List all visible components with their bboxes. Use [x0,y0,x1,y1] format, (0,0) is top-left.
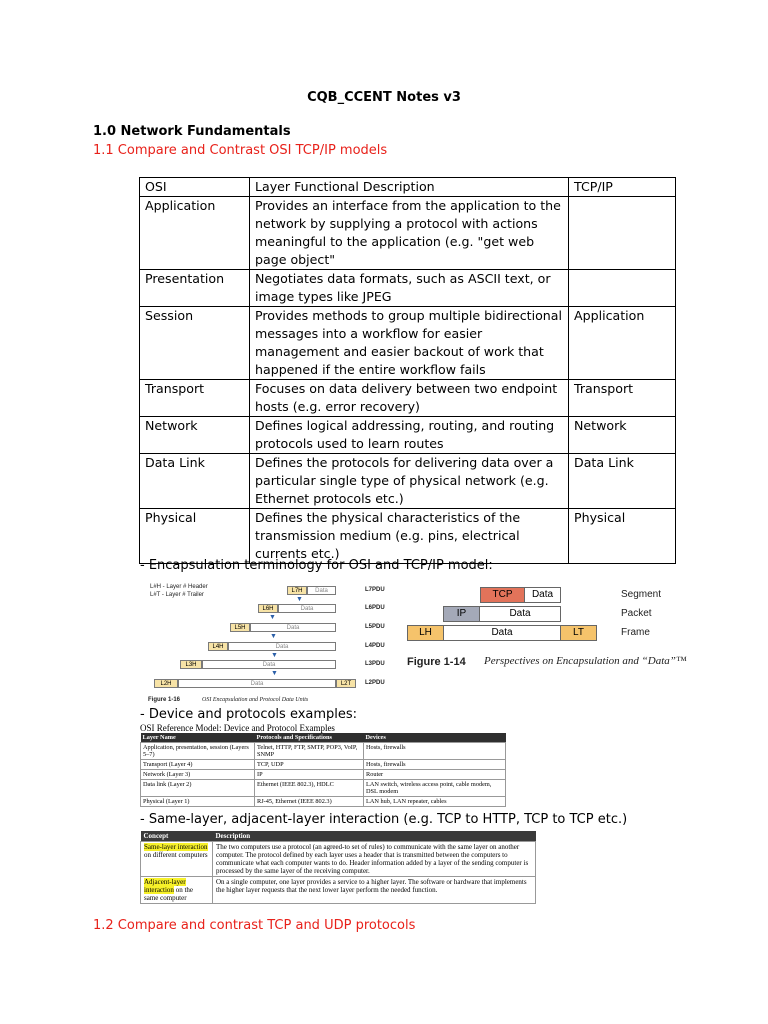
l5-data: Data [250,623,336,632]
tcpip-layer: Network [569,417,676,454]
concept-name [141,842,213,877]
highlighted-term: Adjacent-layer interaction [144,878,186,894]
protocols: RJ-45, Ethernet (IEEE 802.3) [255,797,364,807]
table-row [141,797,506,807]
osi-layer: Session [140,307,250,380]
l2-trailer: L2T [336,679,356,688]
concept-description: On a single computer, one layer provides a service to a higher layer. The software or hardware that implements the higher layer requests that the next lower layer perform the needed function. [213,877,536,904]
devices: Router [364,770,506,780]
header-protocols: Protocols and Specifications [255,733,364,743]
layer-description: Defines the protocols for delivering data over a particular single type of physical network (e.g. Ethernet protocols etc.) [250,454,569,509]
note-layer-interaction: - Same-layer, adjacent-layer interaction (e.g. TCP to HTTP, TCP to TCP etc.) [140,812,628,827]
tcpip-layer: Data Link [569,454,676,509]
l4pdu-label: L4PDU [365,643,385,649]
subsection-heading-1-2: 1.2 Compare and contrast TCP and UDP protocols [93,918,416,933]
layer-description: Provides an interface from the application to the network by supplying a protocol with actions meaningful to the application (e.g. "get web page object" [250,197,569,270]
l7-data: Data [307,586,336,595]
concept-description: The two computers use a protocol (an agreed-to set of rules) to communicate with the same layer on another computer. The protocol defined by each layer uses a header that is transmitted between the computers to communicate what each computer wants to do. Header information added by a layer of the sending computer is processed by the same layer of the receiving computer. [213,842,536,877]
layer-name: Network (Layer 3) [141,770,255,780]
device-protocol-table [140,733,506,807]
l7pdu-label: L7PDU [365,587,385,593]
table-row [141,842,536,877]
figure-number: Figure 1-14 [407,656,466,668]
segment-label: Segment [621,589,662,600]
table-row [140,417,676,454]
arrow-down-icon: ▼ [271,652,278,659]
table-row [140,509,676,564]
legend-header: L#H - Layer # Header [150,584,208,590]
devices: LAN hub, LAN repeater, cables [364,797,506,807]
layer-description: Defines the physical characteristics of the transmission medium (e.g. pins, electrical currents etc.) [250,509,569,564]
device-table-title: OSI Reference Model: Device and Protocol Examples [140,723,335,733]
l2-data: Data [178,679,336,688]
layer-name: Physical (Layer 1) [141,797,255,807]
arrow-down-icon: ▼ [269,614,276,621]
layer-name: Data link (Layer 2) [141,780,255,797]
header-osi: OSI [140,178,250,197]
packet-data: Data [479,606,561,622]
table-row [140,270,676,307]
header-devices: Devices [364,733,506,743]
tcpip-layer [569,197,676,270]
l2-header: L2H [154,679,178,688]
legend-trailer: L#T - Layer # Trailer [150,592,204,598]
tcpip-layer: Application [569,307,676,380]
l4-header: L4H [208,642,228,651]
frame-header: LH [407,625,444,641]
frame-data: Data [443,625,561,641]
layer-name: Transport (Layer 4) [141,760,255,770]
layer-description: Focuses on data delivery between two endpoint hosts (e.g. error recovery) [250,380,569,417]
tcpip-layer [569,270,676,307]
l6-header: L6H [258,604,278,613]
l2pdu-label: L2PDU [365,680,385,686]
figure-number: Figure 1-16 [148,697,181,703]
note-devices: - Device and protocols examples: [140,707,358,722]
frame-label: Frame [621,627,650,638]
concept-name [141,877,213,904]
table-row [140,307,676,380]
figure-osi-encapsulation [140,580,395,708]
devices: LAN switch, wireless access point, cable modem, DSL modem [364,780,506,797]
ip-header: IP [443,606,480,622]
layer-description: Negotiates data formats, such as ASCII text, or image types like JPEG [250,270,569,307]
l5-header: L5H [230,623,250,632]
tcp-header: TCP [480,587,525,603]
table-row [141,760,506,770]
concept-table [140,831,536,904]
osi-layer: Transport [140,380,250,417]
l5pdu-label: L5PDU [365,624,385,630]
arrow-down-icon: ▼ [296,596,303,603]
figure-tcpip-encapsulation [400,580,710,675]
table-header-row [141,733,506,743]
table-row [140,454,676,509]
figure-caption: Perspectives on Encapsulation and “Data”™ [484,655,687,667]
subsection-heading-1-1: 1.1 Compare and Contrast OSI TCP/IP models [93,143,388,158]
header-tcpip: TCP/IP [569,178,676,197]
l6pdu-label: L6PDU [365,605,385,611]
table-row [141,780,506,797]
osi-layer: Data Link [140,454,250,509]
protocols: TCP, UDP [255,760,364,770]
l3pdu-label: L3PDU [365,661,385,667]
protocols: IP [255,770,364,780]
arrow-down-icon: ▼ [271,670,278,677]
arrow-down-icon: ▼ [270,633,277,640]
table-row [141,743,506,760]
tcpip-layer: Transport [569,380,676,417]
table-row [140,197,676,270]
layer-description: Defines logical addressing, routing, and routing protocols used to learn routes [250,417,569,454]
protocols: Telnet, HTTP, FTP, SMTP, POP3, VoIP, SNMP [255,743,364,760]
concept-qualifier: on different computers [144,851,208,859]
figure-caption: OSI Encapsulation and Protocol Data Units [202,697,309,703]
osi-layer: Application [140,197,250,270]
osi-layer: Network [140,417,250,454]
layer-name: Application, presentation, session (Layers 5–7) [141,743,255,760]
packet-label: Packet [621,608,652,619]
frame-trailer: LT [560,625,597,641]
l4-data: Data [228,642,336,651]
table-header-row [141,831,536,842]
section-heading: 1.0 Network Fundamentals [93,124,291,139]
l3-header: L3H [180,660,202,669]
highlighted-term: Same-layer interaction [144,843,208,851]
osi-tcpip-table [139,177,676,564]
segment-data: Data [524,587,561,603]
l7-header: L7H [287,586,307,595]
tcpip-layer: Physical [569,509,676,564]
table-header-row [140,178,676,197]
table-row [140,380,676,417]
note-encapsulation: - Encapsulation terminology for OSI and TCP/IP model: [140,558,493,573]
protocols: Ethernet (IEEE 802.3), HDLC [255,780,364,797]
devices: Hosts, firewalls [364,743,506,760]
devices: Hosts, firewalls [364,760,506,770]
table-row [141,877,536,904]
layer-description: Provides methods to group multiple bidirectional messages into a workflow for easier management and easier backout of work that happened if the entire workflow fails [250,307,569,380]
document-title: CQB_CCENT Notes v3 [307,90,461,105]
header-description: Layer Functional Description [250,178,569,197]
table-row [141,770,506,780]
header-description: Description [213,831,536,842]
l6-data: Data [278,604,336,613]
osi-layer: Presentation [140,270,250,307]
header-concept: Concept [141,831,213,842]
osi-layer: Physical [140,509,250,564]
header-layer-name: Layer Name [141,733,255,743]
concept-qualifier: on the same computer [144,886,193,902]
l3-data: Data [202,660,336,669]
